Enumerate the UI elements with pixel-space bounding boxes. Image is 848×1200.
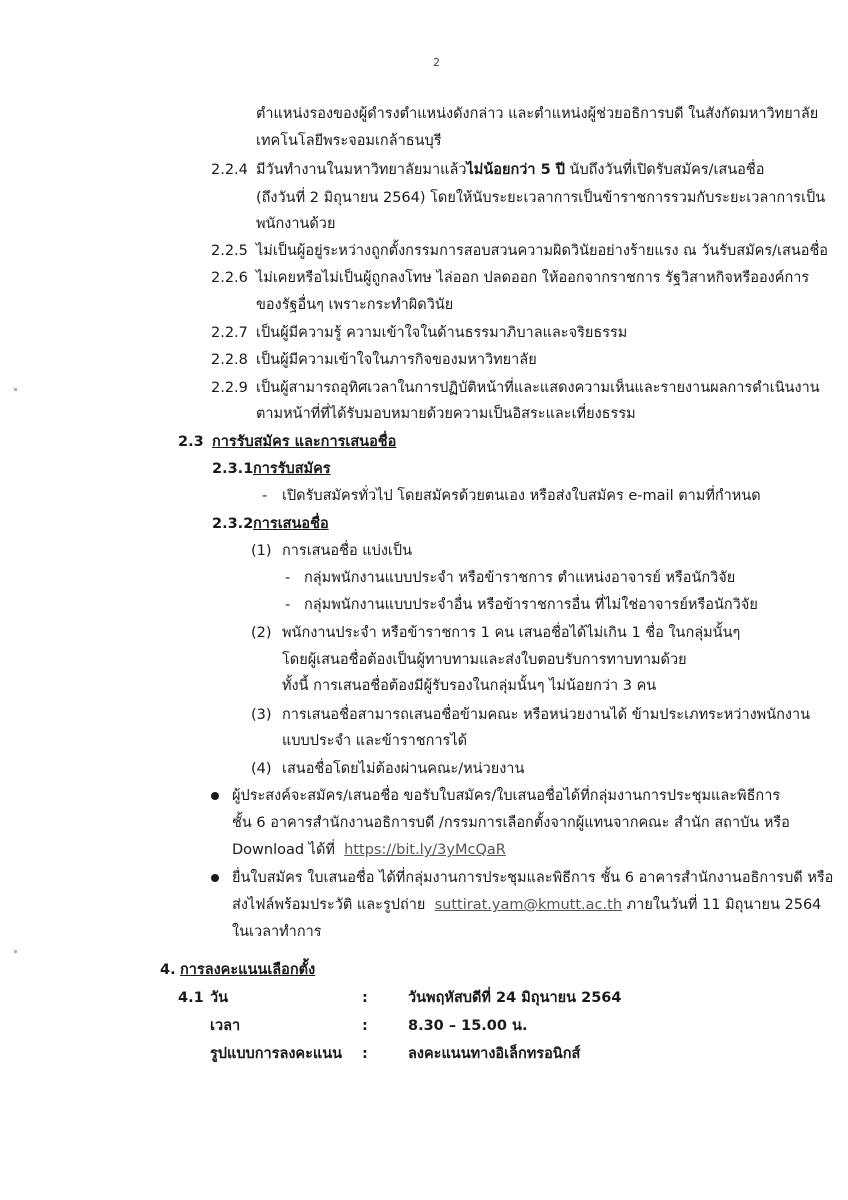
section-number: 2.3 — [178, 434, 204, 450]
item-text: การเสนอชื่อ แบ่งเป็น — [282, 543, 412, 559]
schedule-separator: : — [362, 990, 368, 1006]
item-number: 2.2.5 — [211, 243, 248, 259]
item-text: (ถึงวันที่ 2 มิถุนายน 2564) โดยให้นับระยะเวลาการเป็นข้าราชการรวมกับระยะเวลาการเป็น — [256, 190, 826, 206]
schedule-label: เวลา — [210, 1018, 241, 1034]
item-number: 2.2.8 — [211, 352, 248, 368]
bullet-text: ชั้น 6 อาคารสำนักงานอธิการบดี /กรรมการเลือกตั้งจากผู้แทนจากคณะ สำนัก สถาบัน หรือ — [232, 815, 790, 831]
item-number: 2.2.9 — [211, 380, 248, 396]
item-text: ตามหน้าที่ที่ได้รับมอบหมายด้วยความเป็นอิสระและเที่ยงธรรม — [256, 406, 636, 422]
schedule-value-date: วันพฤหัสบดีที่ 24 มิถุนายน 2564 — [408, 990, 622, 1006]
item-number: 2.2.6 — [211, 270, 248, 286]
paragraph-number: (1) — [251, 543, 272, 559]
bullet-text — [232, 895, 821, 915]
schedule-value-time: 8.30 – 15.00 น. — [408, 1018, 528, 1034]
item-text-part: นับถึงวันที่เปิดรับสมัคร/เสนอชื่อ — [564, 162, 765, 178]
item-text: เป็นผู้มีความเข้าใจในภารกิจของมหาวิทยาลัย — [256, 352, 537, 368]
item-text: เป็นผู้มีความรู้ ความเข้าใจในด้านธรรมาภิบาลและจริยธรรม — [256, 325, 628, 341]
subsection-number: 2.3.1 — [212, 461, 254, 477]
scan-mark — [14, 388, 17, 391]
item-text: ของรัฐอื่นๆ เพราะกระทำผิดวินัย — [256, 297, 454, 313]
schedule-separator: : — [362, 1018, 368, 1034]
subsection-number: 2.3.2 — [212, 516, 254, 532]
item-text-part: มีวันทำงานในมหาวิทยาลัยมาแล้ว — [256, 162, 467, 178]
item-text-emphasis: ไม่น้อยกว่า 5 ปี — [466, 162, 565, 178]
item-text: เปิดรับสมัครทั่วไป โดยสมัครด้วยตนเอง หรือส่งใบสมัคร e-mail ตามที่กำหนด — [282, 488, 761, 504]
item-number: 2.2.4 — [211, 162, 248, 178]
bullet-point — [211, 792, 219, 800]
subsection-title: การรับสมัคร — [253, 461, 331, 477]
dash-marker: - — [285, 570, 291, 586]
paragraph-number: (4) — [251, 761, 272, 777]
bullet-text-part: ภายในวันที่ 11 มิถุนายน 2564 — [622, 897, 822, 913]
item-text: ไม่เป็นผู้อยู่ระหว่างถูกตั้งกรรมการสอบสวนความผิดวินัยอย่างร้ายแรง ณ วันรับสมัคร/เสนอชื่อ — [256, 243, 829, 259]
dash-marker: - — [262, 488, 268, 504]
dash-marker: - — [285, 597, 291, 613]
bullet-text: ในเวลาทำการ — [232, 924, 322, 940]
section-number: 4. — [160, 962, 176, 978]
bullet-text-part: Download ได้ที่ — [232, 842, 335, 858]
item-text: เสนอชื่อโดยไม่ต้องผ่านคณะ/หน่วยงาน — [282, 761, 525, 777]
item-text: แบบประจำ และข้าราชการได้ — [282, 733, 468, 749]
bullet-point — [211, 874, 219, 882]
intro-line: ตำแหน่งรองของผู้ดำรงตำแหน่งดังกล่าว และตำแหน่งผู้ช่วยอธิการบดี ในสังกัดมหาวิทยาลัย — [256, 106, 819, 122]
scan-mark — [14, 950, 17, 953]
schedule-label: รูปแบบการลงคะแนน — [210, 1046, 343, 1062]
item-text: กลุ่มพนักงานแบบประจำ หรือข้าราชการ ตำแหน่งอาจารย์ หรือนักวิจัย — [304, 570, 736, 586]
subsection-number: 4.1 — [178, 990, 204, 1006]
schedule-label: วัน — [210, 990, 229, 1006]
bullet-text — [232, 840, 506, 860]
paragraph-number: (2) — [251, 625, 272, 641]
item-text: โดยผู้เสนอชื่อต้องเป็นผู้ทาบทามและส่งใบตอบรับการทาบทามด้วย — [282, 652, 687, 668]
item-text: พนักงานด้วย — [256, 216, 336, 232]
section-title: การรับสมัคร และการเสนอชื่อ — [212, 434, 397, 450]
download-link[interactable]: https://bit.ly/3yMcQaR — [344, 842, 506, 858]
bullet-text: ผู้ประสงค์จะสมัคร/เสนอชื่อ ขอรับใบสมัคร/ใบเสนอชื่อได้ที่กลุ่มงานการประชุมและพิธีการ — [232, 788, 781, 804]
page-number: 2 — [433, 56, 440, 69]
section-title: การลงคะแนนเลือกตั้ง — [180, 962, 316, 978]
item-text: การเสนอชื่อสามารถเสนอชื่อข้ามคณะ หรือหน่วยงานได้ ข้ามประเภทระหว่างพนักงาน — [282, 707, 811, 723]
schedule-value-method: ลงคะแนนทางอิเล็กทรอนิกส์ — [408, 1046, 581, 1062]
item-number: 2.2.7 — [211, 325, 248, 341]
bullet-text-part: ส่งไฟล์พร้อมประวัติ และรูปถ่าย — [232, 897, 426, 913]
item-text: ทั้งนี้ การเสนอชื่อต้องมีผู้รับรองในกลุ่มนั้นๆ ไม่น้อยกว่า 3 คน — [282, 678, 657, 694]
item-text: กลุ่มพนักงานแบบประจำอื่น หรือข้าราชการอื่น ที่ไม่ใช่อาจารย์หรือนักวิจัย — [304, 597, 758, 613]
subsection-title: การเสนอชื่อ — [253, 516, 329, 532]
item-text: พนักงานประจำ หรือข้าราชการ 1 คน เสนอชื่อได้ไม่เกิน 1 ชื่อ ในกลุ่มนั้นๆ — [282, 625, 741, 641]
item-text — [256, 160, 764, 180]
item-text: เป็นผู้สามารถอุทิศเวลาในการปฏิบัติหน้าที่และแสดงความเห็นและรายงานผลการดำเนินงาน — [256, 380, 820, 396]
paragraph-number: (3) — [251, 707, 272, 723]
email-link[interactable]: suttirat.yam@kmutt.ac.th — [434, 897, 623, 913]
intro-line: เทคโนโลยีพระจอมเกล้าธนบุรี — [256, 133, 442, 149]
schedule-separator: : — [362, 1046, 368, 1062]
bullet-text: ยื่นใบสมัคร ใบเสนอชื่อ ได้ที่กลุ่มงานการประชุมและพิธีการ ชั้น 6 อาคารสำนักงานอธิการบดี หรือ — [232, 870, 834, 886]
item-text: ไม่เคยหรือไม่เป็นผู้ถูกลงโทษ ไล่ออก ปลดออก ให้ออกจากราชการ รัฐวิสาหกิจหรือองค์การ — [256, 270, 810, 286]
